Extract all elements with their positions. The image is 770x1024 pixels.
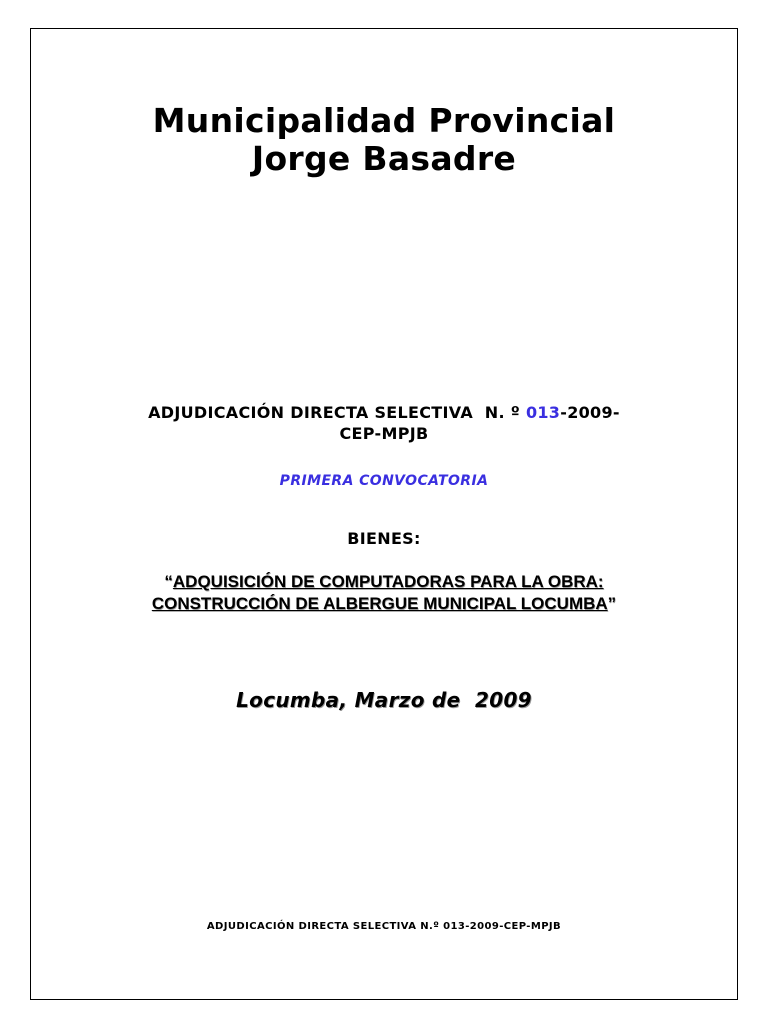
process-prefix: ADJUDICACIÓN DIRECTA SELECTIVA N. º xyxy=(148,403,526,422)
process-heading xyxy=(30,402,738,444)
process-number: 013 xyxy=(525,403,561,422)
process-suffix: -2009- xyxy=(560,403,620,422)
call-label: PRIMERA CONVOCATORIA xyxy=(279,473,489,489)
subject-line-2 xyxy=(30,593,738,615)
subject-line-1 xyxy=(30,571,738,593)
category-label: BIENES: xyxy=(347,529,421,548)
footer-text: ADJUDICACIÓN DIRECTA SELECTIVA N.º 013-2009-CEP-MPJB xyxy=(206,921,562,932)
subject-line-1-text: ADQUISICIÓN DE COMPUTADORAS PARA LA OBRA: xyxy=(172,572,604,591)
page-title xyxy=(30,102,738,178)
process-line-2: CEP-MPJB xyxy=(339,424,429,443)
subject-close-quote: ” xyxy=(607,594,617,613)
title-line-2: Jorge Basadre xyxy=(251,139,517,178)
process-line-1 xyxy=(30,402,738,423)
subject-text xyxy=(30,571,738,615)
subject-open-quote: “ xyxy=(164,572,173,591)
title-line-1: Municipalidad Provincial xyxy=(152,101,616,140)
subject-line-2-text: CONSTRUCCIÓN DE ALBERGUE MUNICIPAL LOCUMBA xyxy=(151,594,608,613)
place-date: Locumba, Marzo de 2009 xyxy=(236,688,532,712)
